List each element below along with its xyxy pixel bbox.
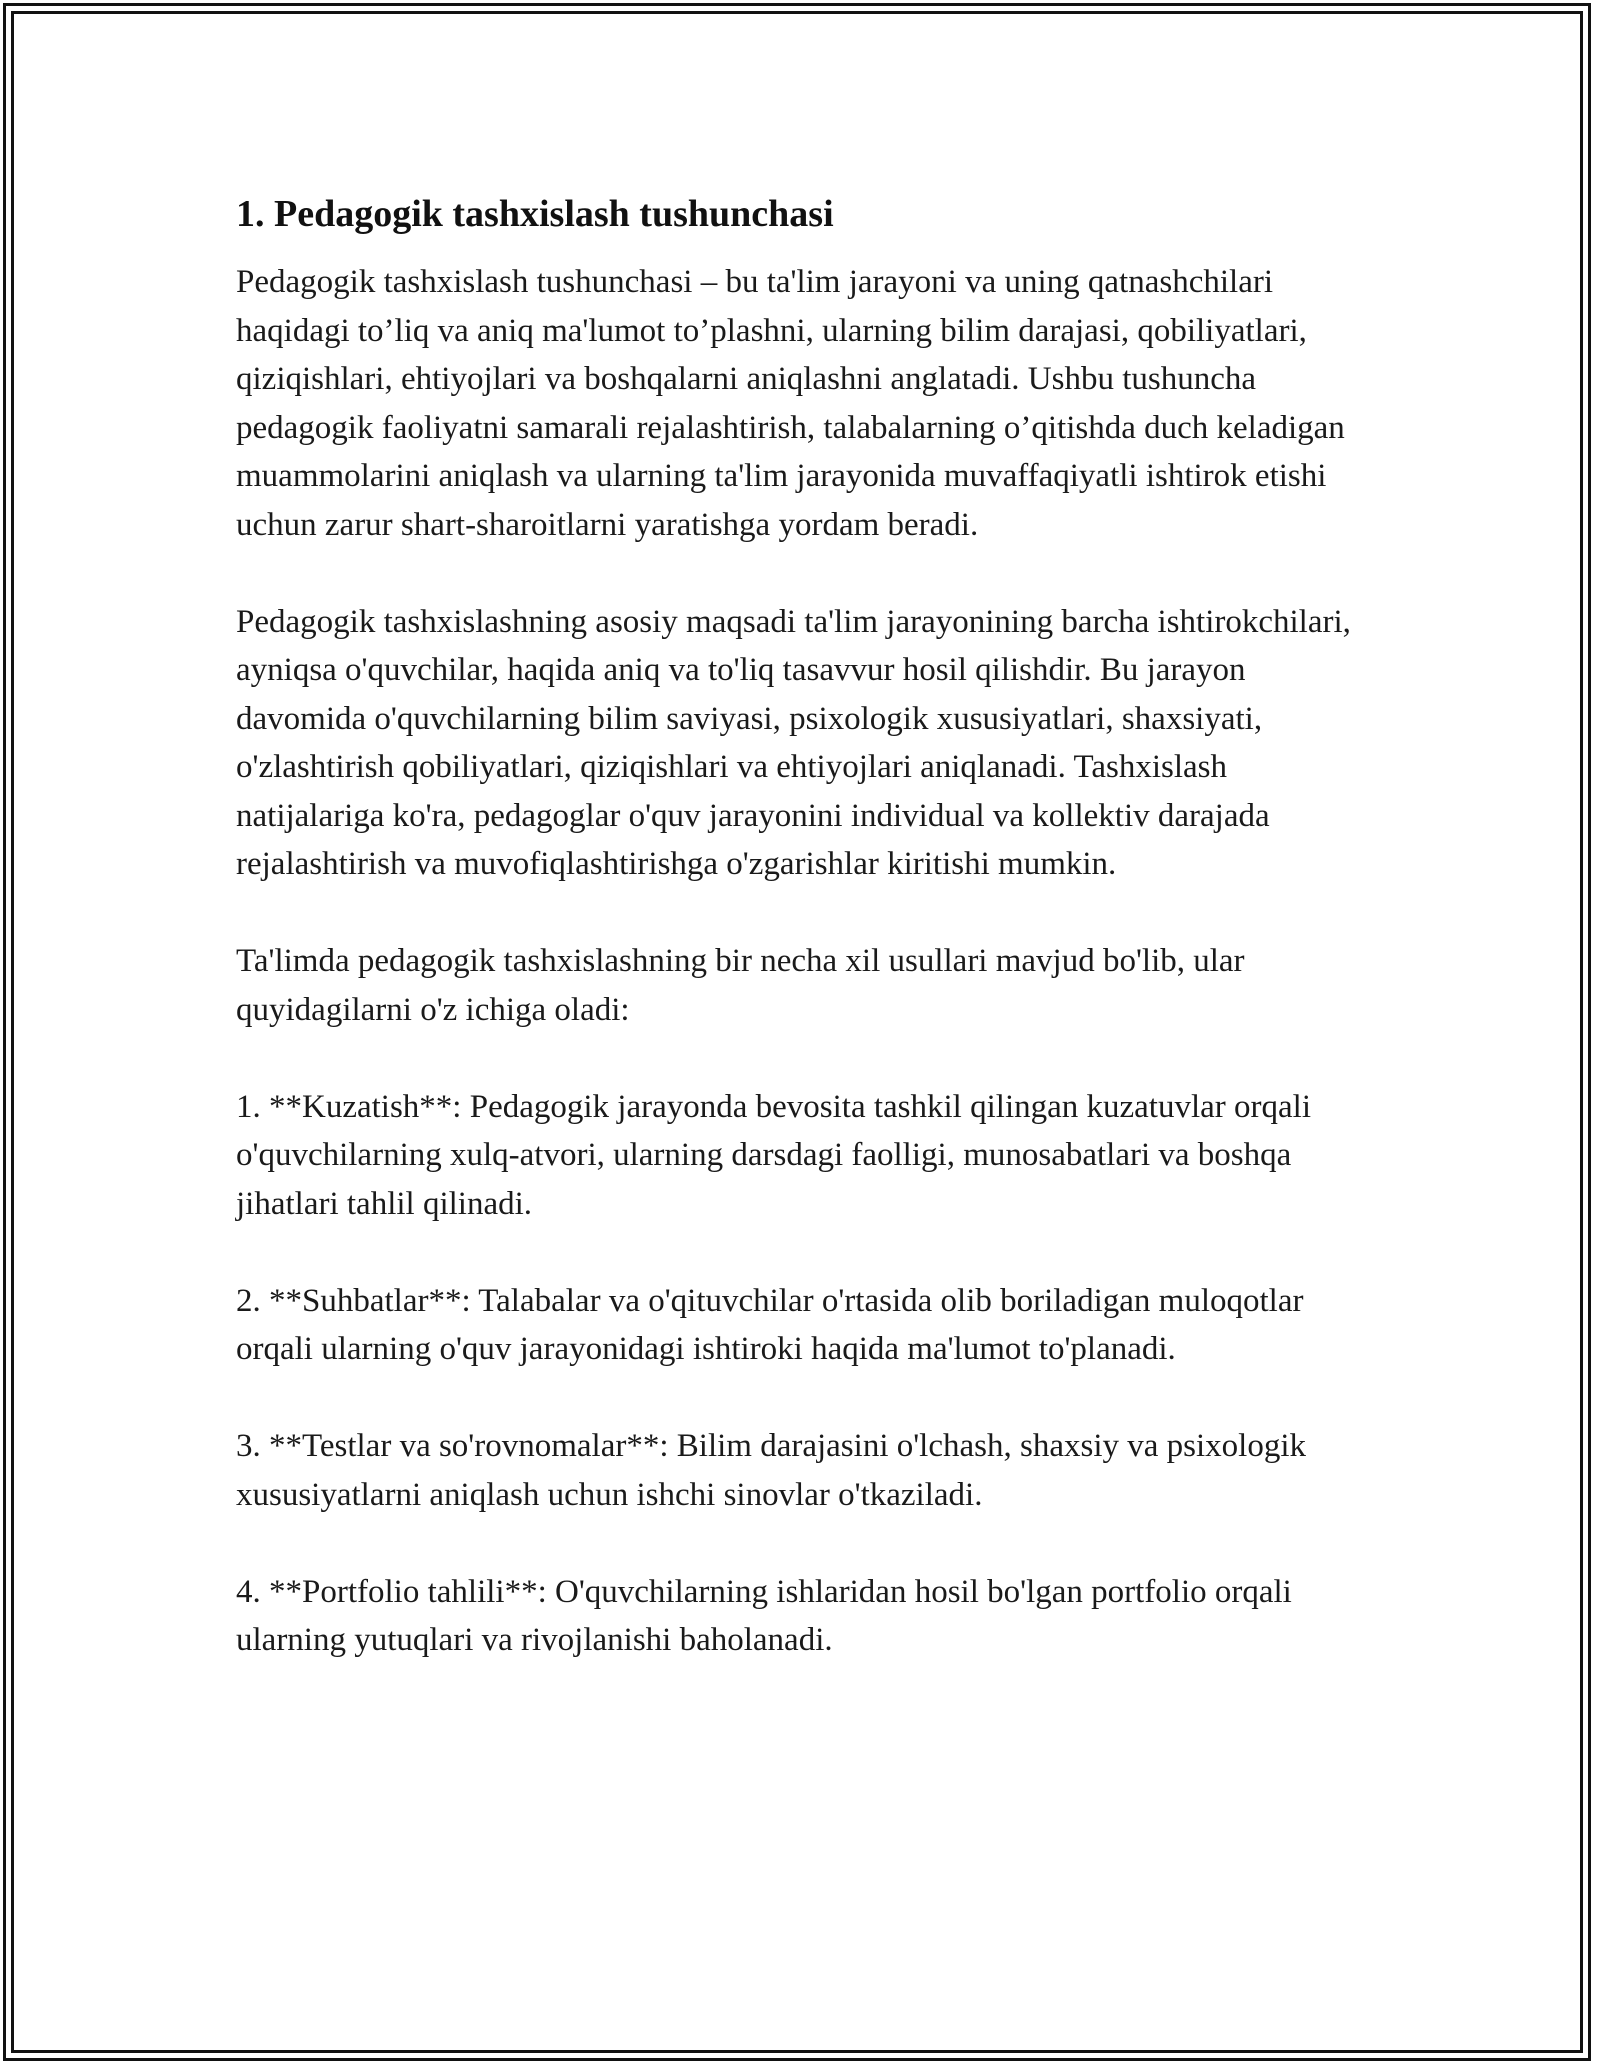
- list-item-interviews: 2. **Suhbatlar**: Talabalar va o'qituvchilar o'rtasida olib boriladigan muloqotlar orqali ularning o'quv jarayonidagi ishtiroki haqida ma'lumot to'planadi.: [236, 1282, 1304, 1367]
- document-body: [236, 188, 1376, 1713]
- document-title: 1. Pedagogik tashxislash tushunchasi: [236, 193, 834, 235]
- paragraph-definition: Pedagogik tashxislash tushunchasi – bu ta'lim jarayoni va uning qatnashchilari haqidagi to’liq va aniq ma'lumot to’plashni, ularning bilim darajasi, qobiliyatlari, qiziqishlari, ehtiyojlari va boshqalarni aniqlashni anglatadi. Ushbu tushuncha pedagogik faoliyatni samarali rejalashtirish, talabalarning o’qitishda duch keladigan muammolarini aniqlash va ularning ta'lim jarayonida muvaffaqiyatli ishtirok etishi uchun zarur shart-sharoitlarni yaratishga yordam beradi.: [236, 264, 1345, 543]
- list-item-portfolio: 4. **Portfolio tahlili**: O'quvchilarning ishlaridan hosil bo'lgan portfolio orqali ularning yutuqlari va rivojlanishi baholanadi.: [236, 1573, 1292, 1658]
- list-item-tests: 3. **Testlar va so'rovnomalar**: Bilim darajasini o'lchash, shaxsiy va psixologik xususiyatlarni aniqlash uchun ishchi sinovlar o'tkaziladi.: [236, 1428, 1306, 1513]
- paragraph-methods-intro: Ta'limda pedagogik tashxislashning bir necha xil usullari mavjud bo'lib, ular quyidagilarni o'z ichiga oladi:: [236, 943, 1245, 1028]
- paragraph-goal: Pedagogik tashxislashning asosiy maqsadi ta'lim jarayonining barcha ishtirokchilari, ayniqsa o'quvchilar, haqida aniq va to'liq tasavvur hosil qilishdir. Bu jarayon davomida o'quvchilarning bilim saviyasi, psixologik xususiyatlari, shaxsiyati, o'zlashtirish qobiliyatlari, qiziqishlari va ehtiyojlari aniqlanadi. Tashxislash natijalariga ko'ra, pedagoglar o'quv jarayonini individual va kollektiv darajada rejalashtirish va muvofiqlashtirishga o'zgarishlar kiritishi mumkin.: [236, 603, 1351, 882]
- list-item-observation: 1. **Kuzatish**: Pedagogik jarayonda bevosita tashkil qilingan kuzatuvlar orqali o'quvchilarning xulq-atvori, ularning darsdagi faolligi, munosabatlari va boshqa jihatlari tahlil qilinadi.: [236, 1088, 1311, 1222]
